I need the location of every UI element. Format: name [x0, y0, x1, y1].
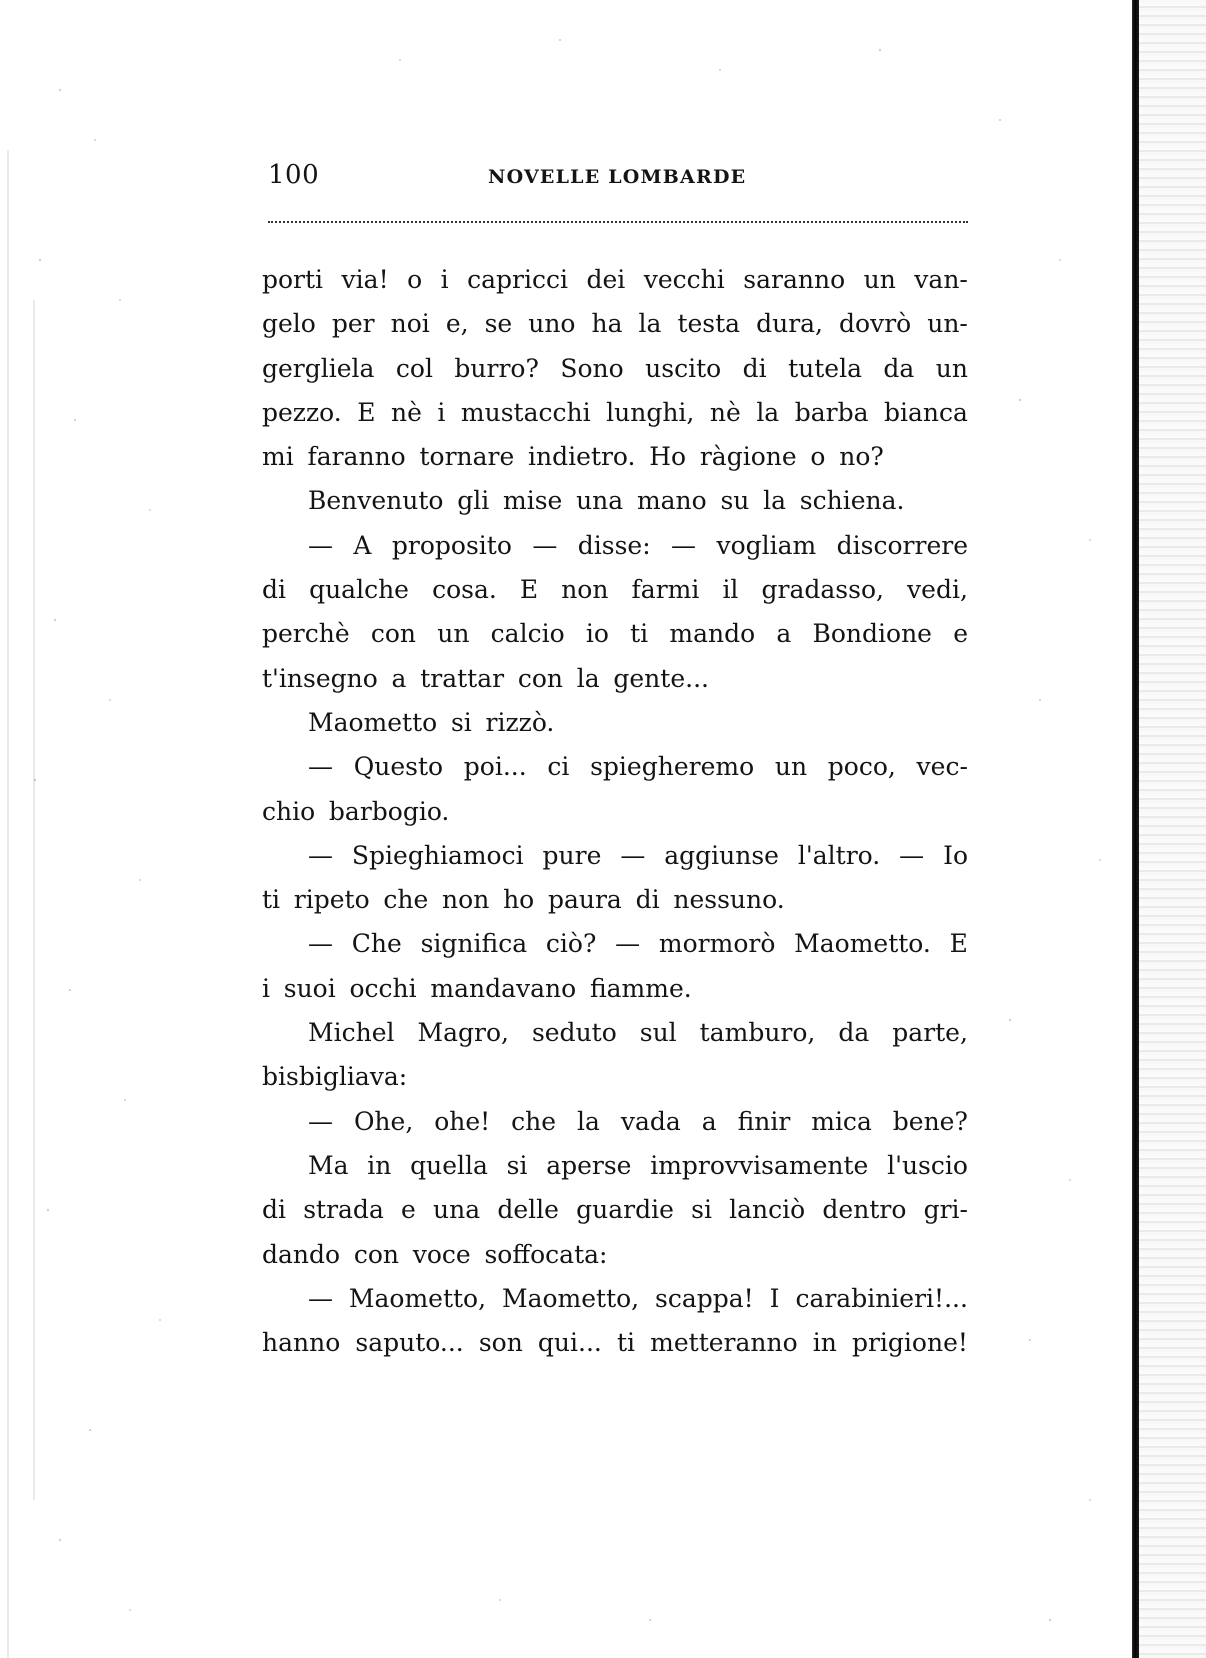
- word: barbogio.: [328, 796, 450, 826]
- word: io: [585, 619, 609, 649]
- word: saranno: [743, 265, 846, 294]
- word: Ma: [308, 1150, 349, 1180]
- word: l'altro.: [797, 840, 881, 870]
- word: mustacchi: [460, 397, 591, 427]
- word: schiena.: [799, 486, 905, 516]
- word: —: [308, 929, 333, 959]
- word: la: [756, 397, 780, 427]
- word: o: [407, 265, 423, 294]
- text-line: [262, 701, 968, 745]
- word: nessuno.: [673, 885, 785, 915]
- word: dentro: [822, 1195, 907, 1225]
- word: finir: [737, 1106, 791, 1136]
- text-line: [262, 1188, 968, 1232]
- text-line: [262, 347, 968, 391]
- word: —: [308, 1106, 333, 1136]
- word: via!: [341, 265, 389, 294]
- word: no?: [839, 442, 884, 472]
- word: Spieghiamoci: [351, 840, 524, 870]
- word: Magro,: [417, 1018, 509, 1048]
- word: che: [511, 1106, 557, 1136]
- word: poi...: [463, 752, 527, 782]
- word: un: [935, 353, 968, 383]
- word: una: [433, 1195, 481, 1225]
- word: gri-: [923, 1195, 968, 1225]
- text-line: [262, 302, 968, 346]
- word: Maometto,: [348, 1283, 487, 1313]
- word: —: [308, 1283, 333, 1313]
- word: gente...: [613, 663, 709, 693]
- word: o: [810, 442, 826, 472]
- word: che: [383, 885, 429, 915]
- word: si: [691, 1195, 712, 1225]
- word: aperse: [546, 1150, 632, 1180]
- word: ciò?: [545, 929, 597, 959]
- word: I: [769, 1283, 780, 1313]
- word: un: [437, 619, 470, 649]
- text-line: [262, 878, 968, 922]
- word: un: [774, 752, 808, 782]
- text-line: [262, 391, 968, 435]
- word: scappa!: [655, 1283, 754, 1313]
- word: saputo...: [355, 1328, 464, 1358]
- word: —: [532, 530, 558, 560]
- word: E: [519, 575, 539, 605]
- word: ràgione: [699, 442, 797, 472]
- word: paura: [547, 885, 622, 915]
- word: gli: [457, 486, 490, 516]
- word: i: [440, 265, 449, 294]
- word: in: [367, 1150, 392, 1180]
- word: faranno: [307, 442, 406, 472]
- word: a: [776, 619, 792, 649]
- word: pezzo.: [262, 397, 342, 427]
- word: Bondione: [812, 619, 932, 649]
- word: mi: [262, 442, 294, 472]
- text-line: [262, 745, 968, 789]
- word: gelo: [262, 309, 316, 339]
- text-line: [262, 479, 968, 523]
- word: noi: [390, 309, 430, 339]
- word: calcio: [490, 619, 565, 649]
- word: indietro.: [528, 442, 636, 472]
- word: e: [953, 619, 968, 649]
- word: —: [308, 840, 333, 870]
- word: da: [883, 353, 915, 383]
- word: cosa.: [432, 575, 497, 605]
- header-rule: [268, 221, 968, 223]
- word: seduto: [531, 1018, 617, 1048]
- word: mica: [811, 1106, 872, 1136]
- word: capricci: [467, 265, 568, 294]
- word: vecchi: [643, 265, 725, 294]
- word: guardie: [576, 1195, 674, 1225]
- word: un-: [927, 309, 968, 339]
- word: non: [561, 575, 609, 605]
- word: mandavano: [430, 973, 577, 1003]
- word: rizzò.: [485, 707, 555, 737]
- word: Maometto.: [794, 929, 931, 959]
- word: —: [671, 530, 697, 560]
- word: van-: [914, 265, 968, 294]
- word: Questo: [353, 752, 444, 782]
- word: son: [478, 1328, 523, 1358]
- word: il: [722, 575, 739, 605]
- word: Che: [351, 929, 402, 959]
- word: disse:: [577, 530, 651, 560]
- word: —: [308, 530, 333, 560]
- word: di: [262, 575, 286, 605]
- word: discorrere: [836, 530, 968, 560]
- word: dura,: [756, 309, 824, 339]
- word: hanno: [262, 1328, 341, 1358]
- word: la: [577, 1106, 600, 1136]
- word: perchè: [262, 619, 350, 649]
- word: aggiunse: [664, 840, 779, 870]
- word: si: [506, 1150, 528, 1180]
- word: proposito: [391, 530, 512, 560]
- word: qualche: [309, 575, 409, 605]
- word: vec-: [916, 752, 968, 782]
- word: vada: [620, 1106, 681, 1136]
- word: soffocata:: [484, 1239, 608, 1269]
- word: tutela: [788, 353, 862, 383]
- word: uno: [528, 309, 576, 339]
- word: spiegheremo: [590, 752, 755, 782]
- word: la: [576, 663, 600, 693]
- word: gergliela: [262, 353, 375, 383]
- word: e,: [445, 309, 469, 339]
- word: —: [899, 840, 925, 870]
- word: ripeto: [293, 885, 370, 915]
- word: —: [615, 929, 641, 959]
- word: Ho: [649, 442, 687, 472]
- word: su: [720, 486, 750, 516]
- text-line: [262, 435, 968, 479]
- word: in: [812, 1328, 837, 1358]
- text-line: [262, 524, 968, 568]
- word: burro?: [454, 353, 539, 383]
- word: bene?: [892, 1106, 968, 1136]
- word: nè: [390, 397, 422, 427]
- word: ti: [262, 885, 281, 915]
- word: poco,: [827, 752, 896, 782]
- word: vedi,: [907, 575, 968, 605]
- page-number: 100: [268, 160, 320, 190]
- word: di: [742, 353, 767, 383]
- text-line: [262, 790, 968, 834]
- text-line: [262, 922, 968, 966]
- word: i: [437, 397, 446, 427]
- word: Io: [943, 840, 968, 870]
- word: bianca: [884, 397, 968, 427]
- word: suoi: [283, 973, 336, 1003]
- word: Benvenuto: [308, 486, 444, 516]
- word: di: [635, 885, 660, 915]
- word: da: [838, 1018, 870, 1048]
- word: ohe!: [434, 1106, 491, 1136]
- word: carabinieri!...: [795, 1283, 968, 1313]
- text-line: [262, 1055, 968, 1099]
- word: mando: [669, 619, 756, 649]
- word: col: [395, 353, 433, 383]
- word: un: [863, 265, 896, 294]
- text-line: [262, 834, 968, 878]
- text-line: [262, 1100, 968, 1144]
- word: con: [353, 1239, 399, 1269]
- word: Maometto,: [501, 1283, 640, 1313]
- word: qui...: [537, 1328, 602, 1358]
- word: A: [353, 530, 372, 560]
- page-gutter-shadow: [1139, 0, 1206, 1658]
- word: lunghi,: [606, 397, 695, 427]
- word: chio: [262, 796, 316, 826]
- word: ci: [547, 752, 570, 782]
- word: ti: [630, 619, 649, 649]
- word: —: [620, 840, 646, 870]
- word: quella: [410, 1150, 488, 1180]
- text-line: [262, 967, 968, 1011]
- word: occhi: [349, 973, 417, 1003]
- text-line: [262, 568, 968, 612]
- word: barba: [794, 397, 869, 427]
- word: dovrò: [839, 309, 912, 339]
- text-line: [262, 657, 968, 701]
- word: prigione!: [851, 1328, 968, 1358]
- word: —: [308, 752, 333, 782]
- word: ho: [503, 885, 535, 915]
- word: Maometto: [308, 707, 438, 737]
- text-line: [262, 1277, 968, 1321]
- word: per: [331, 309, 375, 339]
- word: voce: [412, 1239, 471, 1269]
- word: la: [638, 309, 662, 339]
- word: nè: [709, 397, 741, 427]
- page-binding-edge: [1132, 0, 1139, 1658]
- word: tamburo,: [699, 1018, 816, 1048]
- word: t'insegno: [262, 663, 378, 693]
- word: non: [442, 885, 490, 915]
- word: una: [576, 486, 624, 516]
- text-line: [262, 1321, 968, 1365]
- word: dando: [262, 1239, 341, 1269]
- word: farmi: [631, 575, 700, 605]
- text-line: [262, 612, 968, 656]
- word: Ohe,: [353, 1106, 414, 1136]
- word: gradasso,: [761, 575, 884, 605]
- word: pure: [542, 840, 602, 870]
- word: parte,: [892, 1018, 968, 1048]
- word: si: [450, 707, 472, 737]
- word: mano: [636, 486, 707, 516]
- word: testa: [677, 309, 741, 339]
- word: i: [262, 973, 270, 1003]
- text-line: [262, 1144, 968, 1188]
- word: fiamme.: [589, 973, 692, 1003]
- word: a: [701, 1106, 717, 1136]
- word: mormorò: [658, 929, 776, 959]
- word: e: [401, 1195, 416, 1225]
- word: di: [262, 1195, 286, 1225]
- word: uscito: [645, 353, 722, 383]
- word: l'uscio: [887, 1150, 968, 1180]
- word: improvvisamente: [650, 1150, 869, 1180]
- word: bisbigliava:: [262, 1062, 408, 1092]
- text-line: [262, 1233, 968, 1277]
- word: vogliam: [716, 530, 817, 560]
- word: ti: [616, 1328, 636, 1358]
- word: sul: [639, 1018, 677, 1048]
- word: con: [517, 663, 563, 693]
- word: Michel: [308, 1018, 395, 1048]
- running-title: NOVELLE LOMBARDE: [488, 166, 747, 188]
- word: strada: [303, 1195, 384, 1225]
- word: tornare: [419, 442, 515, 472]
- body-text: [262, 258, 968, 1365]
- word: a: [391, 663, 407, 693]
- word: dei: [586, 265, 626, 294]
- page-header: [268, 160, 968, 200]
- word: E: [357, 397, 376, 427]
- word: la: [763, 486, 787, 516]
- word: trattar: [420, 663, 505, 693]
- word: se: [484, 309, 513, 339]
- word: mise: [503, 486, 563, 516]
- word: Sono: [560, 353, 624, 383]
- text-line: [262, 1011, 968, 1055]
- word: con: [370, 619, 417, 649]
- word: E: [949, 929, 968, 959]
- word: delle: [497, 1195, 559, 1225]
- word: porti: [262, 265, 324, 294]
- text-line: [262, 258, 968, 302]
- word: ha: [591, 309, 623, 339]
- word: lanciò: [729, 1195, 806, 1225]
- word: significa: [420, 929, 528, 959]
- word: metteranno: [650, 1328, 798, 1358]
